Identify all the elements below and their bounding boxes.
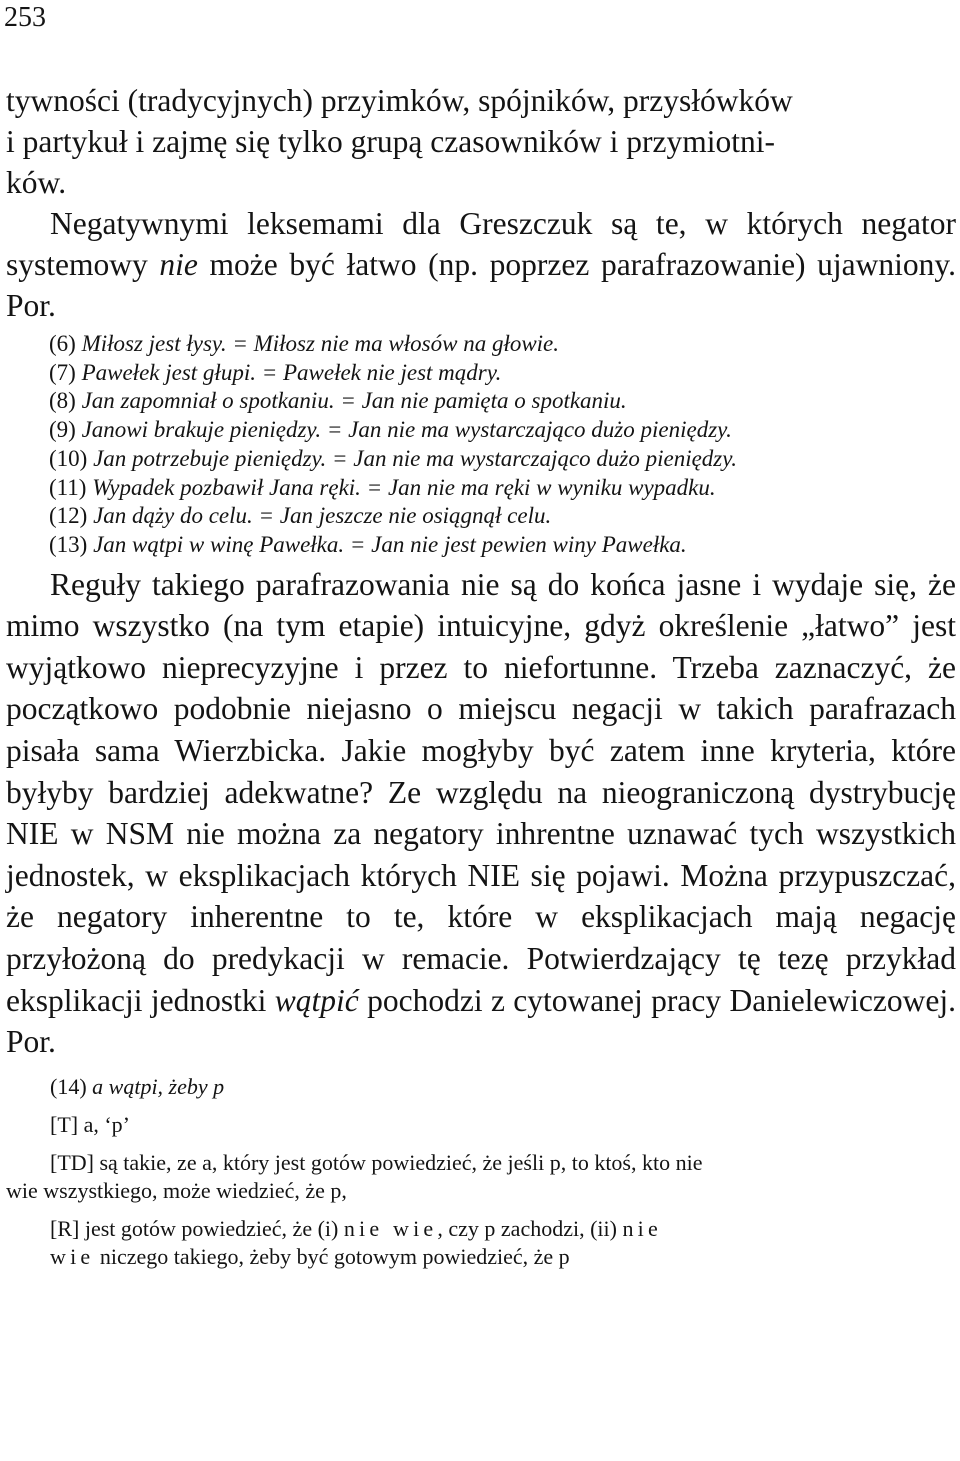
main-paragraph: Reguły takiego parafrazowania nie są do końca jasne i wydaje się, że mimo wszystko (na tym etapie) intuicyjne, gdyż określenie „łatwo” jest wyjątkowo nieprecyzyjne i przez to niefortunne. Trzeba zaznaczyć, że początkowo podobnie niejasno o miejscu negacji w takich parafrazach pisała sama Wierzbicka. Jakie mogłyby być zatem inne kryteria, które byłyby bardziej adekwatne? Ze względu na nieograniczoną dystrybucję NIE w NSM nie można za negatory inhrentne uznawać tych wszystkich jednostek, w eksplikacjach których NIE się pojawi. Można przypuszczać, że negatory inherentne to te, które w eksplikacjach mają negację przyłożoną do predykacji w remacie. Potwierdzający tę tezę przykład eksplikacji jednostki wątpić pochodzi z cytowanej pracy Danielewiczowej. Por. [6,566,956,1060]
example-item: (8) Jan zapomniał o spotkaniu. = Jan nie pamięta o spotkaniu. [49,388,627,414]
definition-td-line-2: wie wszystkiego, może wiedzieć, że p, [6,1177,347,1203]
intro-paragraph-text-a: Negatywnymi leksemami dla Greszczuk są te, w których negator systemowy [6,206,956,282]
term-watpic: wątpić [274,982,359,1018]
page-body [6,80,956,1271]
example-item: (10) Jan potrzebuje pieniędzy. = Jan nie ma wystarczająco dużo pieniędzy. [49,445,737,471]
example-item: (12) Jan dąży do celu. = Jan jeszcze nie osiągnął celu. [49,503,552,529]
example-item: (13) Jan wątpi w winę Pawełka. = Jan nie jest pewien winy Pawełka. [49,531,687,557]
example-item: (9) Janowi brakuje pieniędzy. = Jan nie ma wystarczająco dużo pieniędzy. [49,417,732,443]
intro-line-3: ków. [6,165,67,200]
example-list [6,330,956,560]
negator-nie: nie [159,247,198,282]
example-item: (7) Pawełek jest głupi. = Pawełek nie jest mądry. [49,359,502,385]
intro-paragraph [6,203,956,326]
example-item: (11) Wypadek pozbawił Jana ręki. = Jan nie ma ręki w wyniku wypadku. [49,474,716,500]
definition-r: [R] jest gotów powiedzieć, że (i) nie wie, czy p zachodzi, (ii) nie wie niczego takiego, żeby być gotowym powiedzieć, że p [50,1215,662,1269]
intro-line-2: i partykuł i zajmę się tylko grupą czasowników i przymiotni- [6,124,775,159]
intro-paragraph-text-b: może być łatwo (np. poprzez parafrazowanie) ujawniony. Por. [6,247,956,323]
intro-line-1: tywności (tradycyjnych) przyimków, spójników, przysłówków [6,83,793,118]
definition-t: [T] a, ‘p’ [50,1111,131,1137]
definition-td-line-1: [TD] są takie, ze a, który jest gotów powiedzieć, że jeśli p, to ktoś, kto nie [50,1149,703,1175]
definition-block [6,1073,956,1271]
definition-head: (14) a wątpi, żeby p [50,1073,225,1099]
page-number: 253 [4,2,46,33]
example-item: (6) Miłosz jest łysy. = Miłosz nie ma włosów na głowie. [49,331,560,356]
